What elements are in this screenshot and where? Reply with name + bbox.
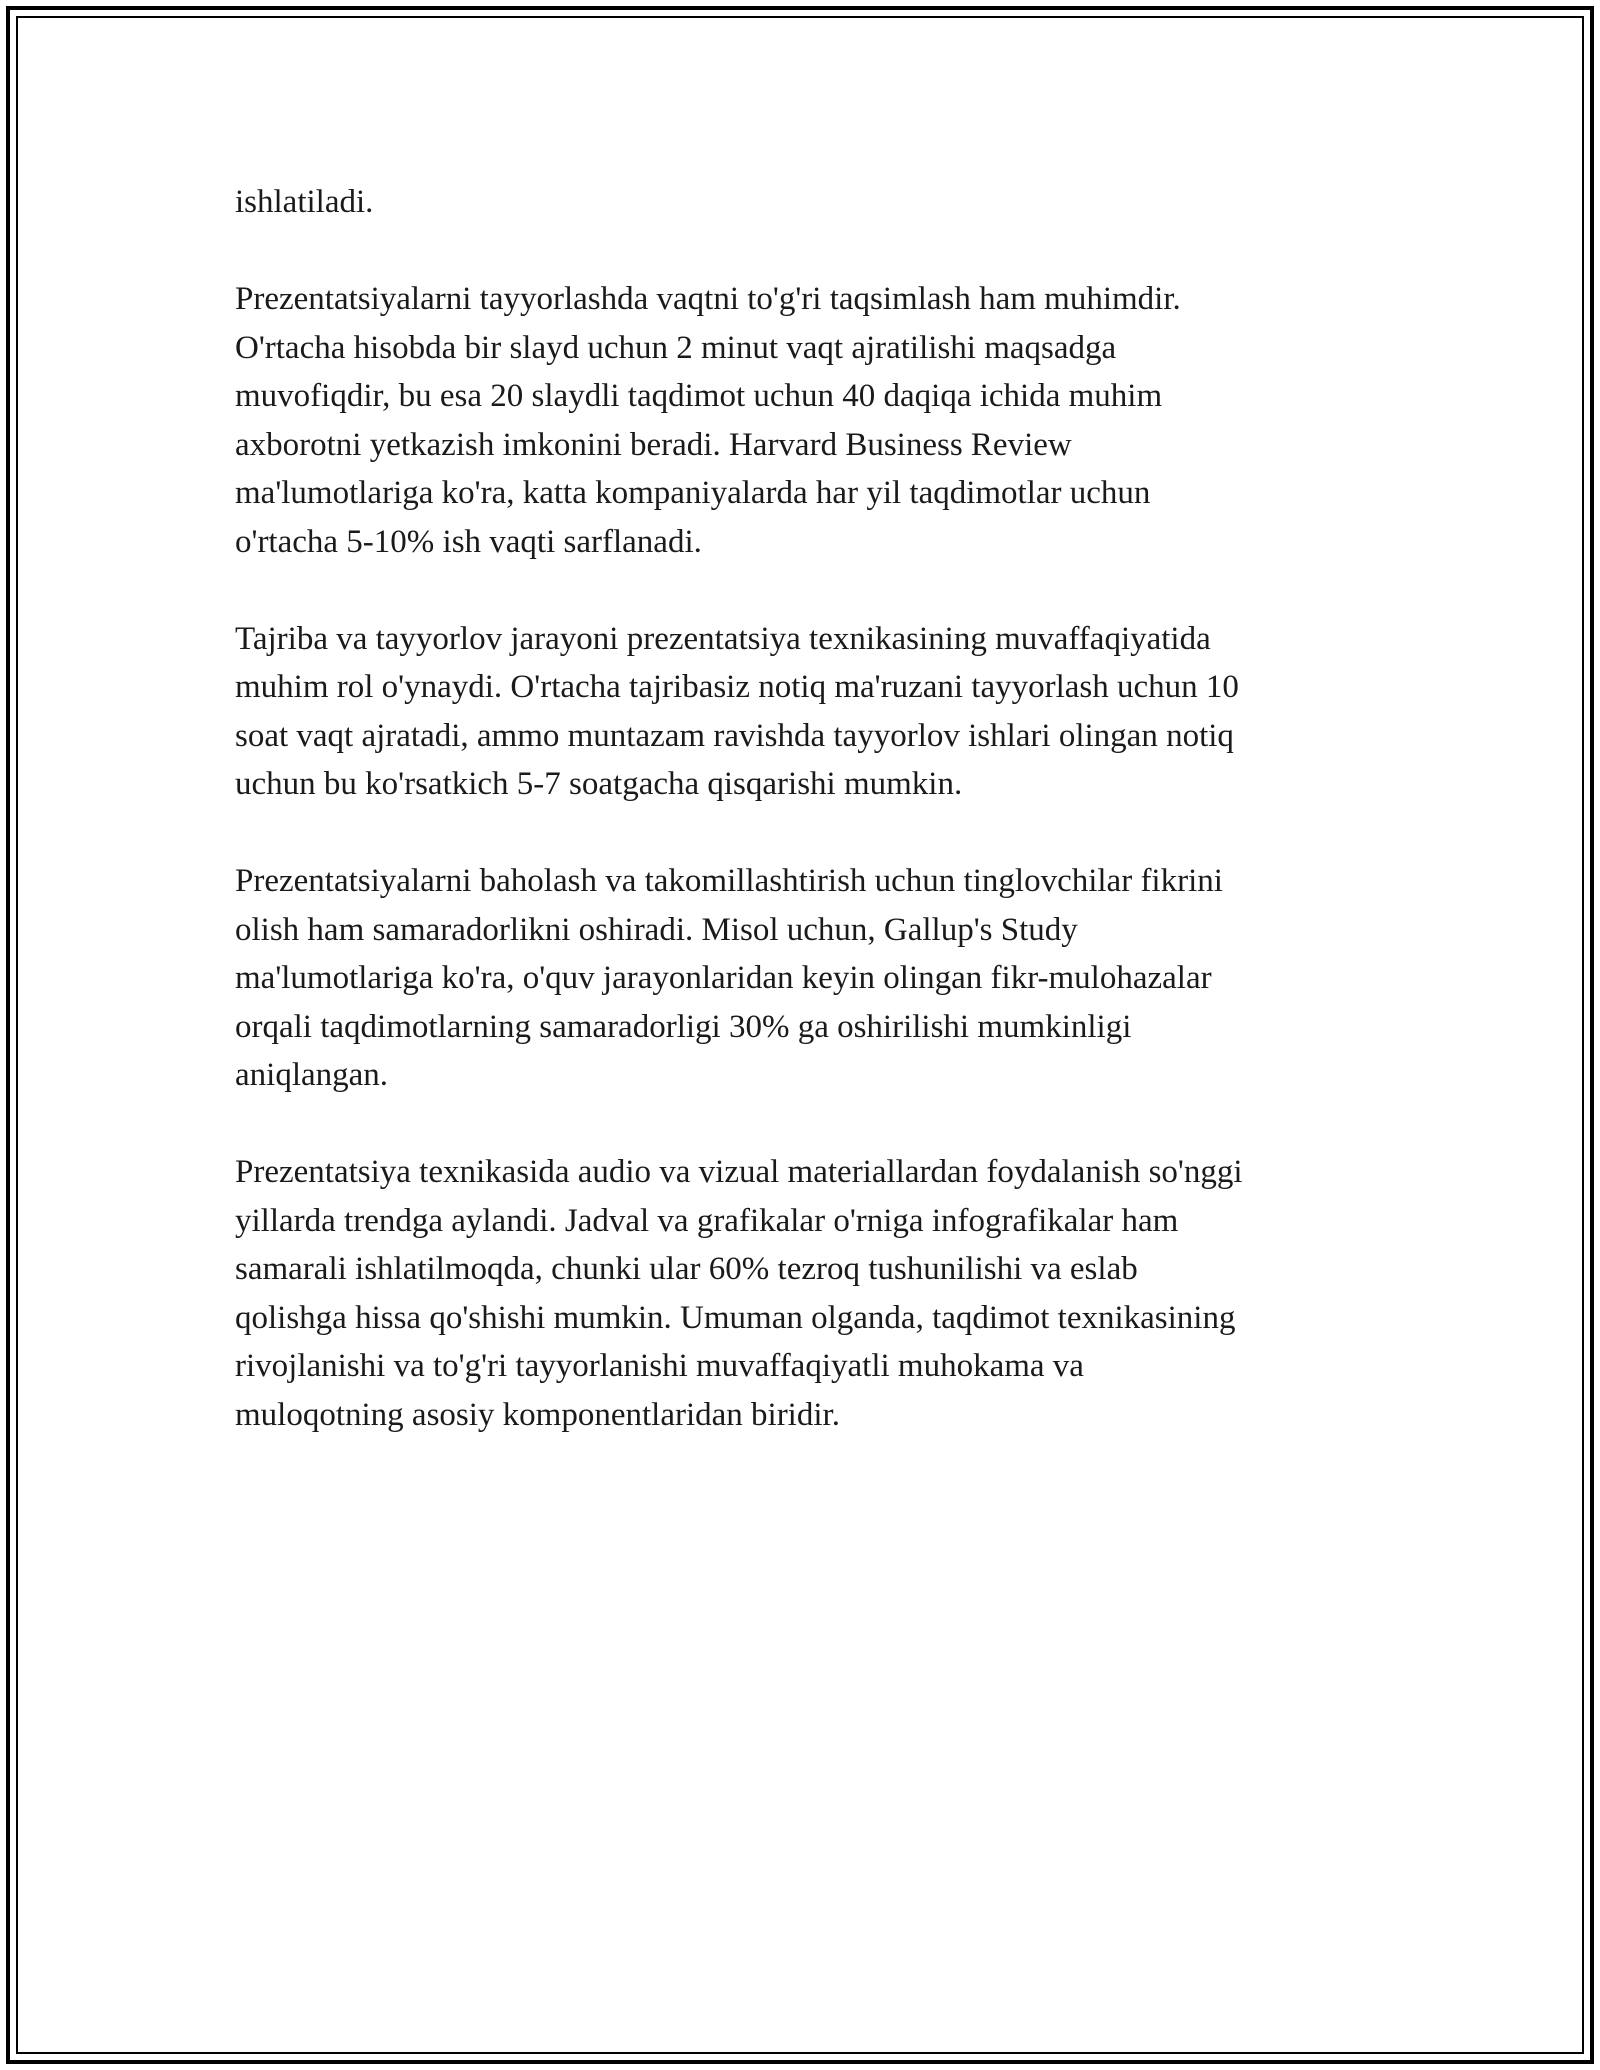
paragraph: Prezentatsiyalarni tayyorlashda vaqtni to'g'ri taqsimlash ham muhimdir. O'rtacha hisobda bir slayd uchun 2 minut vaqt ajratilishi maqsadga muvofiqdir, bu esa 20 slaydli taqdimot uchun 40 daqiqa ichida muhim axborotni yetkazish imkonini beradi. Harvard Business Review ma'lumotlariga ko'ra, katta kompaniyalarda har yil taqdimotlar uchun o'rtacha 5-10% ish vaqti sarflanadi. xyxy=(235,281,1181,560)
paragraph: Prezentatsiyalarni baholash va takomillashtirish uchun tinglovchilar fikrini olish ham samaradorlikni oshiradi. Misol uchun, Gallup's Study ma'lumotlariga ko'ra, o'quv jarayonlaridan keyin olingan fikr-mulohazalar orqali taqdimotlarning samaradorligi 30% ga oshirilishi mumkinligi aniqlangan. xyxy=(235,863,1223,1093)
paragraph: ishlatiladi. xyxy=(235,184,374,220)
paragraph: Prezentatsiya texnikasida audio va vizual materiallardan foydalanish so'nggi yillarda trendga aylandi. Jadval va grafikalar o'rniga infografikalar ham samarali ishlatilmoqda, chunki ular 60% tezroq tushunilishi va eslab qolishga hissa qo'shishi mumkin. Umuman olganda, taqdimot texnikasining rivojlanishi va to'g'ri tayyorlanishi muvaffaqiyatli muhokama va muloqotning asosiy komponentlaridan biridir. xyxy=(235,1154,1243,1433)
paragraph: Tajriba va tayyorlov jarayoni prezentatsiya texnikasining muvaffaqiyatida muhim rol o'ynaydi. O'rtacha tajribasiz notiq ma'ruzani tayyorlash uchun 10 soat vaqt ajratadi, ammo muntazam ravishda tayyorlov ishlari olingan notiq uchun bu ko'rsatkich 5-7 soatgacha qisqarishi mumkin. xyxy=(235,620,1239,802)
document-body xyxy=(235,178,1375,1488)
